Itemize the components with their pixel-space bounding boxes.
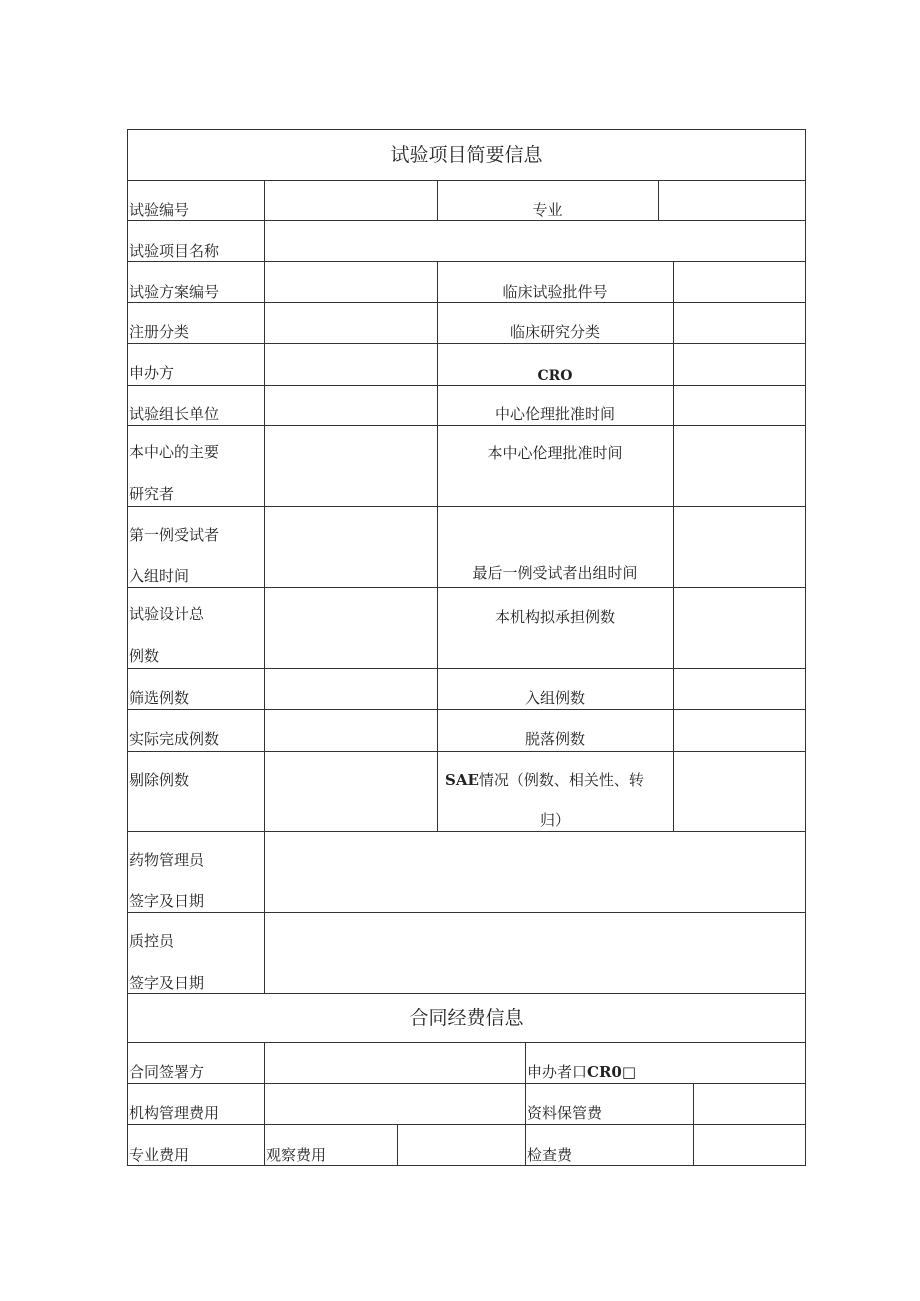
sponsor-value[interactable] <box>264 343 437 385</box>
protocol-no-value[interactable] <box>264 261 437 302</box>
project-name-value[interactable] <box>264 220 806 261</box>
label-cell <box>127 751 264 831</box>
label-qc-line1: 质控员 <box>129 932 175 950</box>
label-main-investigator-line1: 本中心的主要 <box>129 443 220 461</box>
excluded-value[interactable] <box>264 751 437 831</box>
study-class-value[interactable] <box>673 302 806 343</box>
label-first-subject-line2: 入组时间 <box>129 567 190 585</box>
lead-unit-value[interactable] <box>264 385 437 425</box>
label-qc-line2: 签字及日期 <box>129 974 205 992</box>
label-cell <box>437 587 673 668</box>
label-archive-fee: 资料保管费 <box>527 1104 603 1122</box>
label-trial-no: 试验编号 <box>129 201 190 219</box>
main-investigator-value[interactable] <box>264 425 437 506</box>
institution-cases-value[interactable] <box>673 587 806 668</box>
label-completed: 实际完成例数 <box>129 730 220 748</box>
label-institution-cases: 本机构拟承担例数 <box>494 608 615 626</box>
label-sae-line2: 归） <box>539 811 570 829</box>
label-main-investigator-line2: 研究者 <box>129 485 175 503</box>
drug-admin-signature-value[interactable] <box>264 831 806 912</box>
label-first-subject-line1: 第一例受试者 <box>129 526 220 544</box>
screened-value[interactable] <box>264 668 437 709</box>
central-ethics-time-value[interactable] <box>673 385 806 425</box>
approval-no-value[interactable] <box>673 261 806 302</box>
label-dropped: 脱落例数 <box>524 730 585 748</box>
label-drug-admin-line2: 签字及日期 <box>129 892 205 910</box>
qc-signature-value[interactable] <box>264 912 806 993</box>
label-excluded: 剔除例数 <box>129 771 190 789</box>
label-design-total-line1: 试验设计总 <box>129 605 205 623</box>
label-last-subject: 最后一例受试者出组时间 <box>472 564 638 582</box>
cro-value[interactable] <box>673 343 806 385</box>
label-sae-line1 <box>445 771 644 789</box>
label-local-ethics-time: 本中心伦理批准时间 <box>487 444 623 462</box>
label-screened: 筛选例数 <box>129 689 190 707</box>
signatory-options <box>527 1063 636 1081</box>
label-study-class: 临床研究分类 <box>509 323 600 341</box>
label-lead-unit: 试验组长单位 <box>129 405 220 423</box>
checkbox-icon[interactable]: □ <box>621 1063 637 1081</box>
completed-value[interactable] <box>264 709 437 751</box>
label-professional-fee: 专业费用 <box>129 1146 190 1164</box>
label-design-total-line2: 例数 <box>129 647 160 665</box>
first-subject-time-value[interactable] <box>264 506 437 587</box>
sae-value[interactable] <box>673 751 806 831</box>
signatory-blank[interactable] <box>264 1042 525 1083</box>
signatory-option-cro: CR0 <box>587 1063 622 1081</box>
trial-info-form <box>127 129 806 1166</box>
inspection-fee-value[interactable] <box>693 1124 806 1166</box>
enrolled-value[interactable] <box>673 668 806 709</box>
dropped-value[interactable] <box>673 709 806 751</box>
admin-fee-value[interactable] <box>264 1083 525 1124</box>
label-protocol-no: 试验方案编号 <box>129 283 220 301</box>
signatory-option-sponsor: 申办者口 <box>527 1063 588 1081</box>
specialty-value[interactable] <box>658 180 806 220</box>
label-cell <box>437 425 673 506</box>
observation-fee-value[interactable] <box>397 1124 525 1166</box>
trial-no-value[interactable] <box>264 180 437 220</box>
label-observation-fee: 观察费用 <box>266 1146 327 1164</box>
label-approval-no: 临床试验批件号 <box>502 283 608 301</box>
archive-fee-value[interactable] <box>693 1083 806 1124</box>
label-specialty: 专业 <box>532 201 563 219</box>
last-subject-time-value[interactable] <box>673 506 806 587</box>
section-title-project: 试验项目简要信息 <box>390 144 543 166</box>
label-sae-rest: 情况（例数、相关性、转 <box>478 771 644 789</box>
label-admin-fee: 机构管理费用 <box>129 1104 220 1122</box>
label-sponsor: 申办方 <box>129 364 175 382</box>
label-cro: CRO <box>537 368 573 384</box>
registration-class-value[interactable] <box>264 302 437 343</box>
label-sae-abbrev: SAE <box>445 771 479 789</box>
label-registration-class: 注册分类 <box>129 323 190 341</box>
label-central-ethics-time: 中心伦理批准时间 <box>494 405 615 423</box>
label-signatory: 合同签署方 <box>129 1063 205 1081</box>
local-ethics-time-value[interactable] <box>673 425 806 506</box>
label-inspection-fee: 检查费 <box>527 1146 573 1164</box>
section-title-contract: 合同经费信息 <box>409 1007 524 1029</box>
label-project-name: 试验项目名称 <box>129 242 220 260</box>
label-drug-admin-line1: 药物管理员 <box>129 851 205 869</box>
label-enrolled: 入组例数 <box>524 689 585 707</box>
design-total-value[interactable] <box>264 587 437 668</box>
